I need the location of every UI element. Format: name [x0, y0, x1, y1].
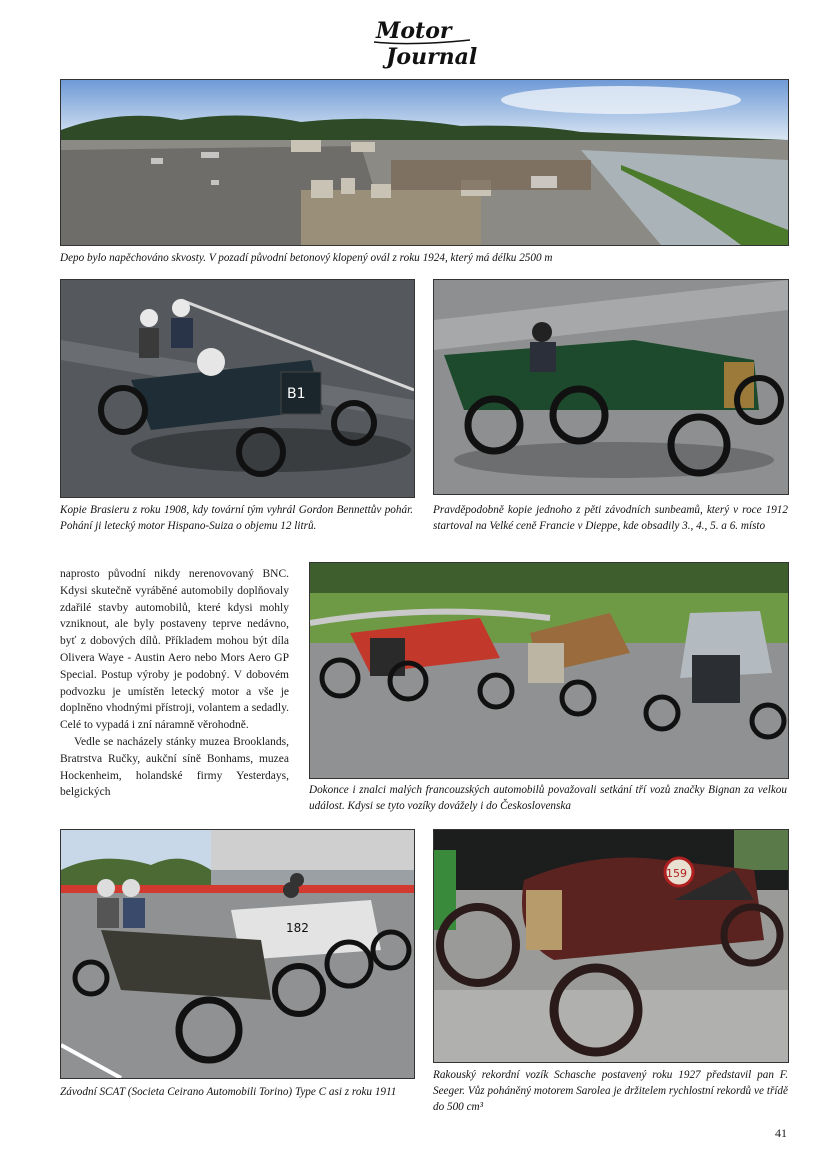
schasche-plate: 159	[666, 867, 687, 880]
sunbeam-photo	[433, 279, 789, 495]
brasier-caption: Kopie Brasieru z roku 1908, kdy tovární tým vyhrál Gordon Bennettův pohár. Pohání ji letecký motor Hispano-Suiza o objemu 12 litrů.	[60, 504, 413, 532]
scat-caption: Závodní SCAT (Societa Ceirano Automobili Torino) Type C asi z roku 1911	[60, 1086, 397, 1098]
schasche-photo	[433, 829, 789, 1063]
bignan-photo	[309, 562, 789, 779]
logo-line1: Motor	[376, 18, 452, 44]
panorama-caption: Depo bylo napěchováno skvosty. V pozadí původní betonový klopený ovál z roku 1924, který má délku 2500 m	[60, 252, 553, 264]
body-paragraph-2: Vedle se nacházely stánky muzea Brooklands, Bratrstva Ručky, aukční síně Bonhams, muzea Hockenheim, holandské firmy Yesterdays, belgických	[60, 735, 289, 799]
body-paragraph-1: naprosto původní nikdy nerenovovaný BNC. Kdysi skutečně vyráběné automobily doplňovaly zdařilé stavby automobilů, které kdysi mohly vzniknout, ale byly postaveny teprve nedávno, byť z dobových dílů. Příkladem mohou být díla Olivera Waye - Austin Aero nebo Mors Aero GP Special. Postup výroby je podobný. V dobovém podvozku je umístěn letecký motor a vše je doplněno vhodnými přístroji, volantem a sedadly. Celé to vypadá i zní náramně věrohodně.	[60, 568, 289, 732]
page-number: 41	[775, 1126, 787, 1140]
brasier-plate: B1	[287, 386, 306, 402]
article-body	[60, 566, 289, 801]
scat-plate: 182	[286, 921, 309, 935]
sunbeam-caption: Pravděpodobně kopie jednoho z pěti závodních sunbeamů, který v roce 1912 startoval na Velké ceně Francie v Dieppe, kde obsadily 3., 4., 5. a 6. místo	[433, 504, 788, 532]
scat-photo	[60, 829, 415, 1079]
logo-line2: Journal	[386, 44, 478, 70]
motor-journal-logo	[370, 12, 478, 72]
brasier-photo	[60, 279, 415, 498]
bignan-caption: Dokonce i znalci malých francouzských automobilů považovali setkání tří vozů značky Bignan za velkou událost. Kdysi se tyto vozíky dovážely i do Československa	[309, 784, 787, 812]
schasche-caption: Rakouský rekordní vozík Schasche postavený roku 1927 představil pan F. Seeger. Vůz poháněný motorem Sarolea je držitelem rychlostní rekordů ve třídě do 500 cm³	[433, 1069, 788, 1113]
panorama-paddock-photo	[60, 79, 789, 246]
